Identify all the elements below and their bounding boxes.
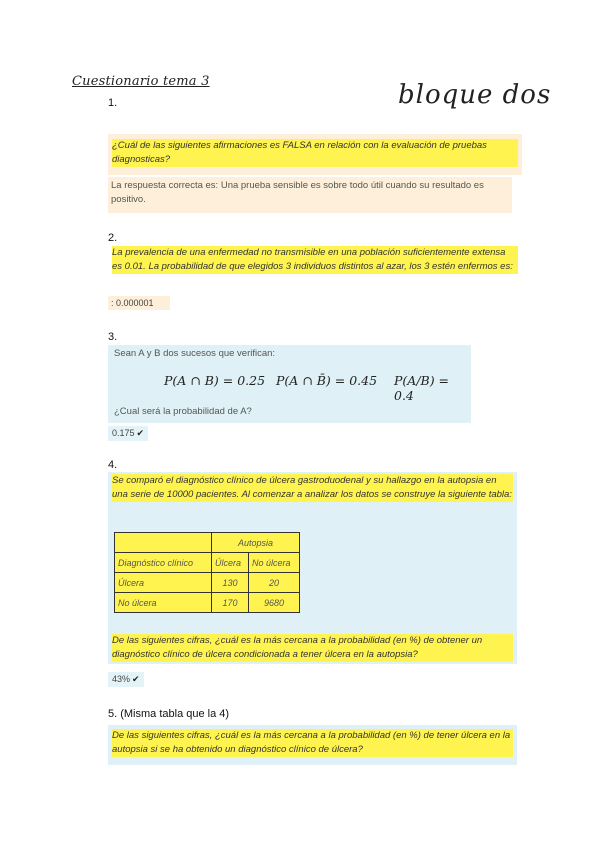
question-1-box [108,134,522,175]
formula-2: P(A ∩ B̄) = 0.45 [276,373,378,388]
checkmark-icon: ✔ [132,674,140,684]
question-5-box [108,725,517,765]
question-3-answer-box [108,426,148,441]
question-2-number: 2. [108,232,118,244]
formula-1: P(A ∩ B) = 0.25 [164,373,266,388]
question-5-text: De las siguientes cifras, ¿cuál es la más cercana a la probabilidad (en %) de tener úlcera en la autopsia si se ha obtenido un diagnóstico clínico de úlcera? [112,729,513,757]
table-col-header: Úlcera [212,553,249,573]
question-3-box [108,345,471,423]
data-table [114,532,300,613]
question-3-answer: 0.175 [112,428,135,438]
question-1-text: ¿Cuál de las siguientes afirmaciones es FALSA en relación con la evaluación de pruebas diagnosticas? [112,139,518,167]
question-4-box [108,472,517,664]
table-cell: 20 [248,573,299,593]
handwritten-note: bloque dos [398,80,552,110]
question-1-answer: La respuesta correcta es: Una prueba sensible es sobre todo útil cuando su resultado es positivo. [108,177,512,213]
question-5-number: 5. (Misma tabla que la 4) [108,708,230,720]
question-2-text: La prevalencia de una enfermedad no transmisible en una población suficientemente extensa es 0.01. La probabilidad de que elegidos 3 individuos distintos al azar, los 3 estén enfermos es: [112,246,518,274]
question-4-intro: Se comparó el diagnóstico clínico de úlcera gastroduodenal y su hallazgo en la autopsia en una serie de 10000 pacientes. Al comenzar a analizar los datos se construye la siguiente tabla: [112,475,512,500]
question-4-text: De las siguientes cifras, ¿cuál es la más cercana a la probabilidad (en %) de obtener un diagnóstico clínico de úlcera condicionada a tener úlcera en la autopsia? [112,634,513,662]
table-row-label: No úlcera [115,593,212,613]
question-3-text: ¿Cual será la probabilidad de A? [114,406,252,417]
page-title: Cuestionario tema 3 [72,74,210,89]
question-1-number: 1. [108,97,118,109]
table-cell: 9680 [248,593,299,613]
question-3-intro: Sean A y B dos sucesos que verifican: [114,348,276,359]
table-row-label: Úlcera [115,573,212,593]
formula-3: P(A/B) = 0.4 [394,373,450,403]
checkmark-icon: ✔ [136,428,145,438]
table-group-header: Autopsia [212,533,300,553]
question-4-answer-box [108,672,144,687]
table-cell: 170 [212,593,249,613]
question-4-number: 4. [108,459,118,471]
question-3-number: 3. [108,331,118,343]
question-4-answer: 43% [112,674,131,684]
table-cell: 130 [212,573,249,593]
table-col-header: No úlcera [248,553,299,573]
question-2-answer: : 0.000001 [108,296,170,310]
table-row-header: Diagnóstico clínico [115,553,212,573]
table-empty-cell [115,533,212,553]
